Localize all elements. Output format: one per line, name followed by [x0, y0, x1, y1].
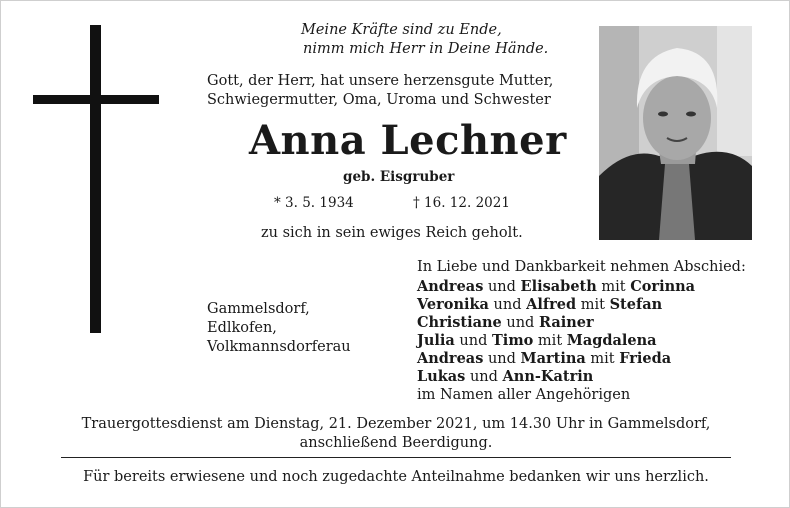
portrait-photo [599, 26, 752, 240]
relatives-line: im Namen aller Angehörigen [417, 387, 631, 403]
quote [301, 21, 548, 59]
birth-date: * 3. 5. 1934 [274, 195, 354, 211]
family-row: Andreas und Martina mit Frieda [417, 350, 672, 367]
farewell-intro: In Liebe und Dankbarkeit nehmen Abschied: [417, 259, 746, 275]
cross-icon [90, 25, 101, 333]
quote-line: Meine Kräfte sind zu Ende, [301, 22, 502, 38]
service-line: Trauergottesdienst am Dienstag, 21. Dezember 2021, um 14.30 Uhr in Gammelsdorf, [81, 416, 711, 432]
place: Edlkofen, [207, 320, 277, 336]
places [207, 300, 351, 357]
divider [61, 457, 731, 458]
family-row: Lukas und Ann-Katrin [417, 368, 594, 385]
thanks-text: Für bereits erwiesene und noch zugedachte Anteilnahme bedanken wir uns herzlich. [83, 469, 709, 485]
intro-line: Schwiegermutter, Oma, Uroma und Schwester [207, 92, 551, 108]
quote-line: nimm mich Herr in Deine Hände. [303, 41, 549, 57]
family-row: Christiane und Rainer [417, 314, 594, 331]
family-row: Julia und Timo mit Magdalena [417, 332, 657, 349]
deceased-name: Anna Lechner [249, 117, 567, 164]
cross-icon-bar [33, 95, 159, 104]
death-date: † 16. 12. 2021 [413, 195, 510, 211]
birth-name: geb. Eisgruber [343, 169, 455, 185]
family-row: Andreas und Elisabeth mit Corinna [417, 278, 696, 295]
intro-text [207, 72, 553, 110]
family-row: Veronika und Alfred mit Stefan [417, 296, 663, 313]
closing-text: zu sich in sein ewiges Reich geholt. [261, 225, 523, 241]
funeral-service [1, 415, 790, 453]
intro-line: Gott, der Herr, hat unsere herzensgute Mutter, [207, 73, 554, 89]
mourners-list [417, 258, 746, 404]
place: Volkmannsdorferau [207, 339, 351, 355]
place: Gammelsdorf, [207, 301, 310, 317]
service-line: anschließend Beerdigung. [299, 435, 493, 451]
